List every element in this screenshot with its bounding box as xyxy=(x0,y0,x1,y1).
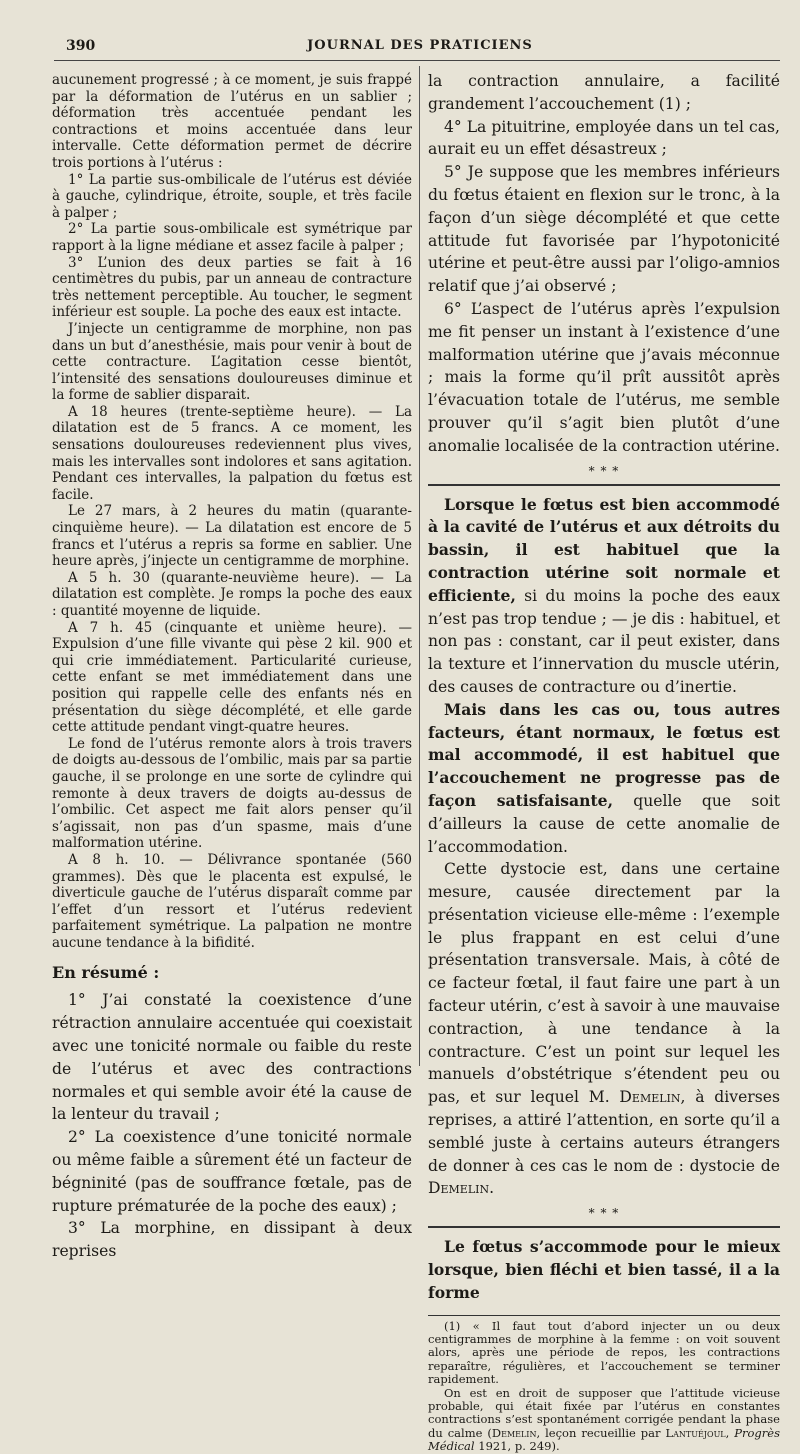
paragraph: aucunement progressé ; à ce moment, je suis frappé par la déformation de l’utérus en un sablier ; déformation très accentuée pendant les contractions et moins accentuée dans leur intervalle. Cette déformation permet de décrire trois portions à l’utérus : xyxy=(52,72,412,171)
section-separator: * * * xyxy=(588,463,620,478)
text-run: , à diverses reprises, a attiré l’attention, en sorte qu’il a semblé juste à certains auteurs étrangers de donner à ces cas le nom de : dystocie de xyxy=(428,1088,780,1175)
text-run: . xyxy=(489,1179,495,1198)
resume-item: 2° La coexistence d’une tonicité normale ou même faible a sûrement été un facteur de bégninité (pas de souffrance fœtale, pas de rupture prématurée de la poche des eaux) ; xyxy=(52,1128,412,1215)
paragraph: 3° L’union des deux parties se fait à 16 centimètres du pubis, par un anneau de contracture très nettement perceptible. Au toucher, le segment inférieur est souple. La poche des eaux est intacte. xyxy=(52,254,412,321)
paragraph: A 5 h. 30 (quarante-neuvième heure). — La dilatation est complète. Je romps la poche des eaux : quantité moyenne de liquide. xyxy=(52,569,412,619)
right-column xyxy=(428,70,780,1454)
footnote-paragraph: (1) « Il faut tout d’abord injecter un ou deux centigrammes de morphine à la femme : on voit souvent alors, après une période de repos, les contractions reparaître, régulières, et l’accouchement se terminer rapidement. xyxy=(428,1318,780,1387)
page-number: 390 xyxy=(66,38,96,54)
paragraph: A 18 heures (trente-septième heure). — La dilatation est de 5 francs. A ce moment, les sensations douloureuses redeviennent plus vives, mais les intervalles sont indolores et sans agitation. Pendant ces intervalles, la palpation du fœtus est facile. xyxy=(52,403,412,503)
author-name: Lantuéjoul xyxy=(665,1425,726,1440)
journal-name: Progrès Médical xyxy=(428,1425,780,1454)
text-run: si du moins la poche des eaux n’est pas trop tendue ; — je dis : habituel, et non pas : constant, car il peut exister, dans la texture et l’innervation du muscle utérin, des causes de contracture ou d’inertie. xyxy=(428,586,780,696)
paragraph: Le 27 mars, à 2 heures du matin (quarante-cinquième heure). — La dilatation est encore de 5 francs et l’utérus a repris sa forme en sablier. Une heure après, j’injecte un centigramme de morphine. xyxy=(52,503,412,570)
footnote xyxy=(428,1320,780,1454)
paragraph: 6° L’aspect de l’utérus après l’expulsion me fit penser un instant à l’existence d’une malformation utérine que j’avais méconnue ; mais la forme qu’il prît aussitôt après l’évacuation totale de l’utérus, me semble prouver qu’il s’agit bien plutôt d’une anomalie localisée de la contraction utérine. xyxy=(428,299,780,455)
section-rule xyxy=(428,484,780,486)
section-separator: * * * xyxy=(588,1206,620,1221)
paragraph: 5° Je suppose que les membres inférieurs du fœtus étaient en flexion sur le tronc, à la façon d’un siège décomplété et que cette attitude fut favorisée par l’hypotonicité utérine et peut-être aussi par l’oligo-amnios relatif que j’ai observé ; xyxy=(428,163,780,296)
bold-statement: Lorsque le fœtus est bien accommodé à la cavité de l’utérus et aux détroits du bassin, il est habituel que la contraction utérine soit normale et efficiente, xyxy=(428,494,780,605)
paragraph: 2° La partie sous-ombilicale est symétrique par rapport à la ligne médiane et assez facile à palper ; xyxy=(52,221,412,254)
text-run: Cette dystocie est, dans une certaine mesure, causée directement par la présentation vicieuse elle-même : l’exemple le plus frappant en est celui d’une présentation transversale. Mais, à côté de ce facteur fœtal, il faut faire une part à un facteur utérin, c’est à savoir à une mauvaise contraction, à une tendance à la contracture. C’est un point sur lequel les manuels d’obstétrique s’étendent peu ou pas, et sur lequel M. xyxy=(428,860,780,1107)
footnote-paragraph xyxy=(428,1387,780,1454)
section-rule xyxy=(428,1226,780,1228)
text-run: , xyxy=(725,1425,735,1440)
text-run: 1921, p. 249). xyxy=(474,1439,560,1454)
paragraph: Le fond de l’utérus remonte alors à trois travers de doigts au-dessous de l’ombilic, mais par sa partie gauche, il se prolonge en une sorte de cylindre qui remonte à deux travers de doigts au-dessus de l’ombilic. Cet aspect me fait alors penser qu’il s’agissait, non pas d’un spasme, mais d’une malformation utérine. xyxy=(52,735,412,852)
paragraph xyxy=(428,858,780,1200)
paragraph: A 8 h. 10. — Délivrance spontanée (560 grammes). Dès que le placenta est expulsé, le diverticule gauche de l’utérus disparaît comme par l’effet d’un ressort et l’utérus redevient parfaitement symétrique. La palpation ne montre aucune tendance à la bifidité. xyxy=(52,851,412,951)
running-title: JOURNAL DES PRATICIENS xyxy=(307,38,533,53)
footnote-rule xyxy=(428,1315,780,1316)
page-header xyxy=(60,36,780,58)
paragraph xyxy=(428,494,780,699)
paragraph: la contraction annulaire, a facilité grandement l’accouchement (1) ; xyxy=(428,72,780,113)
bold-statement: Mais dans les cas ou, tous autres facteurs, étant normaux, le fœtus est mal accommodé, il est habituel que l’accouchement ne progresse pas de façon satisfaisante, xyxy=(428,699,780,810)
left-column xyxy=(52,72,412,1263)
paragraph: J’injecte un centigramme de morphine, non pas dans un but d’anesthésie, mais pour venir à bout de cette contracture. L’agitation cesse bientôt, l’intensité des sensations douloureuses diminue et la forme de sablier disparait. xyxy=(52,320,412,404)
resume-heading: En résumé : xyxy=(52,963,160,983)
paragraph xyxy=(428,699,780,859)
column-divider xyxy=(419,66,420,1066)
text-run: quelle que soit d’ailleurs la cause de cette anomalie de l’accommodation. xyxy=(428,791,780,856)
author-name: Demelin xyxy=(428,1179,490,1198)
paragraph: 4° La pituitrine, employée dans un tel cas, aurait eu un effet désastreux ; xyxy=(428,117,780,159)
resume-item: 3° La morphine, en dissipant à deux reprises xyxy=(52,1219,412,1261)
resume-item: 1° J’ai constaté la coexistence d’une rétraction annulaire accentuée qui coexistait avec une tonicité normale ou faible du reste de l’utérus et avec des contractions normales et qui semble avoir été la cause de la lenteur du travail ; xyxy=(52,991,412,1124)
author-name: Demelin xyxy=(491,1425,537,1440)
text-run: , leçon recueillie par xyxy=(536,1425,666,1440)
paragraph: A 7 h. 45 (cinquante et unième heure). — Expulsion d’une fille vivante qui pèse 2 kil. 900 et qui crie immédiatement. Particularité curieuse, cette enfant se met immédiatement dans une position qui rappelle celle des enfants nés en présentation du siège décomplété, et elle garde cette attitude pendant vingt-quatre heures. xyxy=(52,619,412,736)
bold-statement: Le fœtus s’accommode pour le mieux lorsque, bien fléchi et bien tassé, il a la forme xyxy=(428,1237,780,1302)
paragraph: 1° La partie sus-ombilicale de l’utérus est déviée à gauche, cylindrique, étroite, souple, et très facile à palper ; xyxy=(52,171,412,221)
author-name: Demelin xyxy=(619,1088,681,1107)
text-run: On est en droit de supposer que l’attitude vicieuse probable, qui était fixée par l’utérus en constantes contractions s’est spontanément corrigée pendant la phase du calme ( xyxy=(428,1385,780,1440)
header-rule xyxy=(54,60,780,61)
